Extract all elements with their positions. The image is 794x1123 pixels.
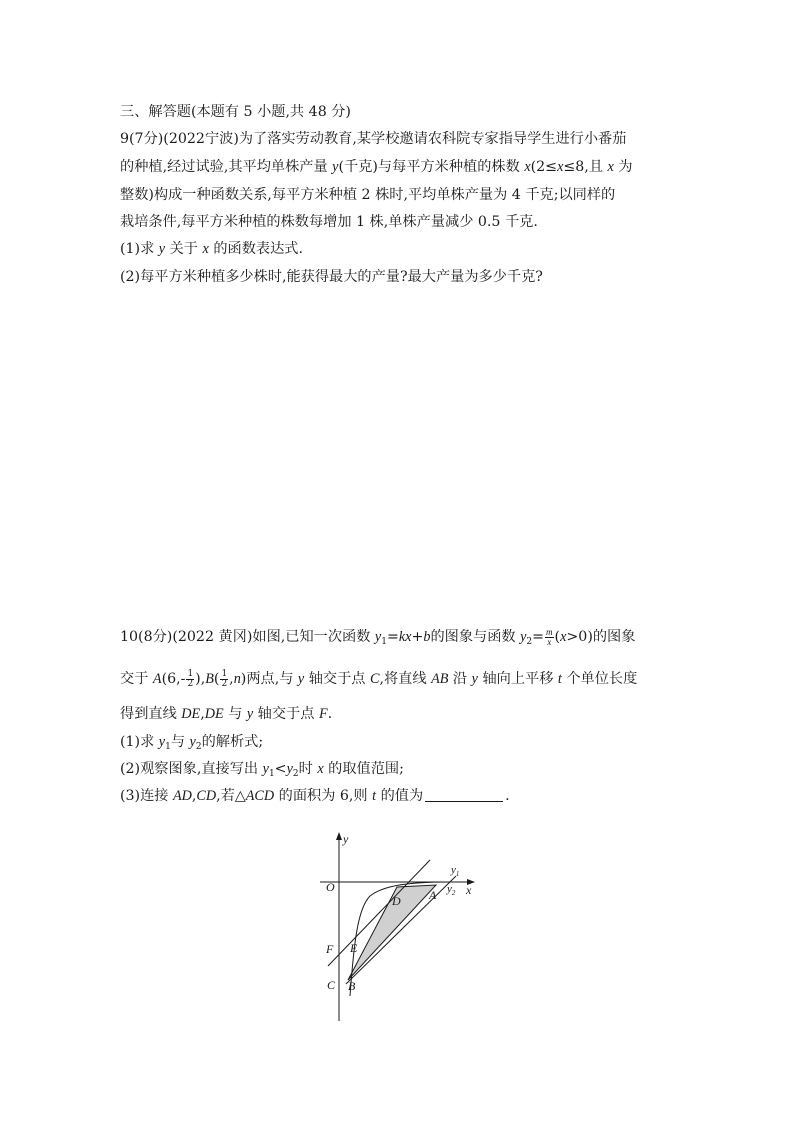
frac-den: 2 [187, 678, 194, 689]
var-y: y [158, 241, 166, 257]
q10-part-2 [120, 759, 404, 784]
var-y: y [471, 671, 478, 687]
label-y1 [450, 864, 459, 878]
q10-text: 的面积为 6,则 [274, 788, 373, 804]
label-point-c: C [327, 978, 336, 992]
q10-text: 轴交于点 [304, 671, 370, 687]
answer-blank[interactable] [425, 787, 503, 802]
q10-part-3 [120, 786, 510, 806]
subscript: 2 [195, 742, 202, 752]
var-t: t [372, 788, 377, 804]
q10-text: (1)求 [120, 734, 159, 750]
subscript: 2 [526, 637, 533, 647]
q10-text: 与 [170, 734, 190, 750]
q10-part-1 [120, 732, 263, 757]
q10-text: . [327, 706, 333, 722]
label-y2-letter: y [447, 883, 452, 895]
frac-num: m [546, 626, 553, 637]
q10-text: ( [554, 629, 561, 645]
frac-num: 1 [221, 668, 228, 679]
label-y2 [446, 883, 456, 897]
q9-part-2 [120, 267, 543, 287]
section-title-text: 三、解答题(本题有 5 小题,共 48 分) [120, 104, 351, 120]
q10-text: 个单位长度 [561, 671, 638, 687]
q10-text: (3)连接 [120, 788, 173, 804]
q9-line-1 [120, 129, 626, 149]
y-axis-arrow-icon [336, 832, 342, 840]
q10-text: 的解析式; [201, 734, 264, 750]
q10-text: (2)观察图象,直接写出 [120, 761, 263, 777]
label-point-a: A [429, 888, 437, 902]
q10-text: >0)的图象 [566, 629, 636, 645]
label-x-axis: x [466, 883, 472, 897]
var-y1: y [262, 761, 269, 777]
var-y: y [332, 159, 339, 175]
point-b: B [205, 671, 214, 687]
triangle-acd: ACD [245, 788, 275, 804]
var-x: x [557, 159, 564, 175]
point-c: C [370, 671, 380, 687]
q10-text: ( [213, 671, 220, 687]
q10-text: 的取值范围; [323, 761, 404, 777]
var-y: y [297, 671, 305, 687]
q9-text: (1)求 [120, 241, 159, 257]
q10-text: (6,- [161, 671, 186, 687]
var-x: x [524, 159, 531, 175]
q10-text: , [191, 788, 197, 804]
subscript: 1 [268, 769, 275, 779]
q9-text: 关于 [165, 241, 203, 257]
frac-den: 2 [221, 678, 228, 689]
q10-text: = [386, 629, 399, 645]
line-de [328, 860, 430, 966]
q10-text: )两点,与 [240, 671, 298, 687]
label-point-f: F [326, 942, 334, 956]
var-n: n [233, 671, 241, 687]
var-b: b [423, 629, 431, 645]
q10-text: < [274, 761, 287, 777]
subscript: 2 [292, 769, 299, 779]
q10-text: ), [195, 671, 206, 687]
label-y1-sub: 1 [455, 870, 460, 878]
q9-text: ≤8,且 [563, 159, 608, 175]
seg-cd: CD [196, 788, 217, 804]
label-point-d: D [392, 894, 401, 908]
q10-text: 得到直线 [120, 706, 182, 722]
line-de: DE [204, 706, 224, 722]
q10-text: . [505, 788, 510, 804]
seg-ad: AD [172, 788, 192, 804]
var-y2: y [520, 629, 527, 645]
q10-text: 轴向上平移 [477, 671, 558, 687]
q10-text: 轴交于点 [253, 706, 319, 722]
line-ab: AB [431, 671, 449, 687]
var-k: k [398, 629, 406, 645]
point-a: A [152, 671, 162, 687]
q10-text: ,将直线 [379, 671, 432, 687]
label-origin: O [326, 880, 335, 894]
q10-text: 沿 [448, 671, 472, 687]
q10-text: 与 [223, 706, 247, 722]
subscript: 1 [381, 637, 387, 647]
var-x: x [202, 241, 209, 257]
q9-text: 的函数表达式. [208, 241, 303, 257]
label-point-b: B [348, 979, 356, 993]
q10-text: 交于 [120, 671, 153, 687]
fraction-m-over-x [545, 628, 554, 647]
var-t: t [557, 671, 562, 687]
fraction-one-half [186, 670, 194, 689]
var-x: x [317, 761, 324, 777]
frac-den: x [547, 636, 552, 647]
var-x: x [607, 159, 614, 175]
q10-text: 的值为 [376, 788, 424, 804]
q10-text: 时 [298, 761, 318, 777]
q9-text: (千克)与每平方米种植的株数 [338, 159, 525, 175]
q9-text: 整数)构成一种函数关系,每平方米种植 2 株时,平均单株产量为 4 千克;以同样的 [120, 187, 616, 203]
q10-text: + [411, 629, 424, 645]
q9-line-3 [120, 185, 615, 205]
q10-text: , [229, 671, 234, 687]
label-point-e: E [350, 941, 358, 955]
q10-line-3 [120, 704, 332, 724]
q9-text: 栽培条件,每平方米种植的株数每增加 1 株,单株产量减少 0.5 千克. [120, 214, 538, 230]
section-title [120, 102, 351, 122]
var-y2: y [286, 761, 293, 777]
label-y-axis: y [343, 832, 349, 846]
q10-text: = [532, 629, 545, 645]
var-y1: y [158, 734, 166, 750]
var-x: x [405, 629, 412, 645]
frac-num: 1 [187, 668, 194, 679]
fraction-one-half [220, 670, 228, 689]
q10-text: 10(8分)(2022 黄冈)如图,已知一次函数 [120, 629, 375, 645]
q9-part-1 [120, 239, 303, 259]
subscript: 1 [165, 742, 171, 752]
q10-text: 的图象与函数 [430, 629, 521, 645]
function-graph-figure [310, 826, 490, 1026]
label-y2-sub: 2 [451, 889, 456, 897]
q9-text: 为 [613, 159, 633, 175]
q9-text: (2)每平方米种植多少株时,能获得最大的产量?最大产量为多少千克? [120, 269, 543, 285]
point-f: F [318, 706, 328, 722]
q9-line-4 [120, 212, 538, 232]
q9-text: (2≤ [530, 159, 558, 175]
q10-line-1 [120, 627, 635, 652]
q10-text: , [200, 706, 205, 722]
q10-line-2 [120, 669, 637, 689]
q9-text: 的种植,经过试验,其平均单株产量 [120, 159, 333, 175]
line-de: DE [181, 706, 201, 722]
var-y2: y [189, 734, 196, 750]
q9-line-2 [120, 157, 633, 177]
q9-text: 9(7分)(2022宁波)为了落实劳动教育,某学校邀请农科院专家指导学生进行小番茄 [120, 131, 627, 147]
var-x: x [560, 629, 567, 645]
var-y1: y [374, 629, 382, 645]
q10-text: ,若△ [216, 788, 246, 804]
var-y: y [246, 706, 254, 722]
label-y1-letter: y [451, 864, 456, 876]
